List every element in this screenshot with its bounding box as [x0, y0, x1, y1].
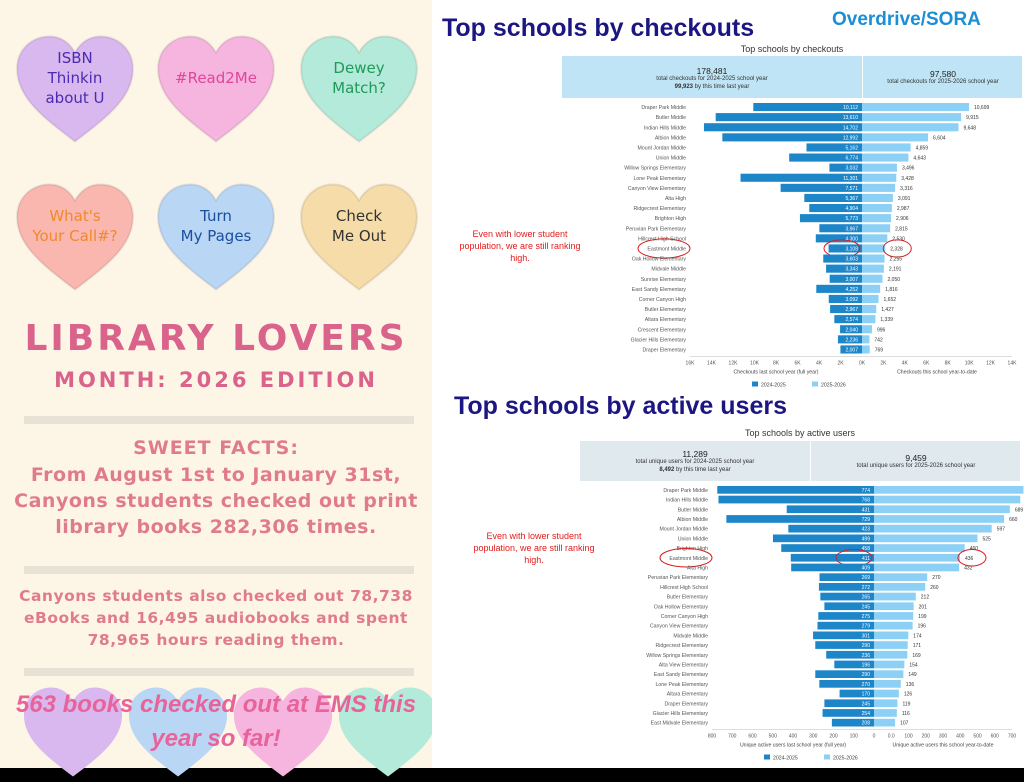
school-label: East Sandy Elementary: [631, 286, 686, 293]
legend-label: 2024-2025: [773, 755, 798, 762]
legend-swatch: [764, 755, 770, 760]
bar-2025-2026: [874, 515, 1004, 523]
school-label: Corner Canyon High: [638, 296, 686, 303]
bar-value-2025-2026: 2,328: [890, 246, 903, 253]
kpi-left-label: total unique users for 2024-2025 school year: [635, 459, 755, 465]
x-tick-right: 700: [1007, 733, 1017, 740]
checkouts-chart-title: Top schools by checkouts: [740, 44, 844, 54]
charts-panel: [432, 0, 1024, 768]
school-label: Ridgecrest Elementary: [655, 643, 708, 650]
bar-2025-2026: [874, 573, 927, 581]
school-label: Glacier Hills Elementary: [630, 337, 686, 344]
bar-value-2024-2025: 3,032: [845, 165, 858, 172]
candy-hearts-grid: [0, 0, 432, 300]
bar-value-2024-2025: 768: [861, 497, 870, 504]
bar-2025-2026: [874, 486, 1023, 494]
divider: [24, 566, 414, 574]
candy-heart-text: #Read2Me: [175, 69, 257, 87]
poster-title: LIBRARY LOVERS: [24, 318, 408, 359]
school-label: Draper Elementary: [664, 701, 708, 708]
bar-2024-2025: [773, 535, 874, 543]
bar-2024-2025: [722, 133, 862, 141]
bar-value-2024-2025: 301: [861, 633, 870, 640]
sweet-facts-print: From August 1st to January 31st, Canyons students checked out print library books 282,306 times.: [14, 464, 418, 538]
school-label: Peruvian Park Elementary: [647, 575, 708, 582]
candy-heart-text: Check Me Out: [331, 207, 387, 245]
bar-value-2024-2025: 10,112: [843, 105, 858, 112]
candy-heart: [151, 30, 281, 148]
bar-value-2024-2025: 254: [861, 710, 870, 717]
school-label: Butler Elementary: [644, 307, 686, 314]
x-tick-left: 16K: [685, 360, 695, 367]
x-tick-right: 10K: [964, 360, 974, 367]
bar-value-2025-2026: 174: [913, 633, 922, 640]
school-label: Willow Springs Elementary: [646, 652, 708, 659]
school-label: Indian Hills Middle: [665, 497, 708, 504]
school-label: Alta High: [664, 195, 686, 202]
x-tick-right: 2K: [880, 360, 887, 367]
bar-2025-2026: [874, 690, 899, 698]
bar-2025-2026: [874, 699, 897, 707]
bar-value-2024-2025: 236: [861, 652, 870, 659]
bar-value-2025-2026: 996: [876, 327, 886, 334]
bar-2025-2026: [874, 554, 960, 562]
bar-2025-2026: [874, 496, 1020, 504]
school-label: Indian Hills Middle: [643, 125, 686, 132]
x-tick-right: 200: [921, 733, 930, 740]
kpi-right-value: 9,459: [905, 453, 927, 463]
bar-2025-2026: [862, 305, 876, 313]
bar-value-2025-2026: 119: [902, 701, 911, 708]
bar-2025-2026: [874, 670, 903, 678]
bar-2025-2026: [874, 505, 1010, 513]
bar-value-2024-2025: 2,040: [845, 327, 858, 334]
bar-2024-2025: [717, 486, 874, 494]
bar-2024-2025: [726, 515, 874, 523]
school-label: Corner Canyon High: [660, 613, 708, 620]
x-tick-right: 8K: [944, 360, 951, 367]
kpi-left-value: 178,481: [696, 66, 728, 76]
x-axis-label-right: Unique active users this school year-to-date: [892, 742, 994, 749]
bar-value-2024-2025: 290: [861, 672, 870, 679]
bar-value-2024-2025: 275: [861, 613, 870, 620]
poster-subtitle: MONTH: 2026 EDITION: [54, 368, 378, 392]
bar-value-2024-2025: 3,343: [845, 266, 858, 273]
bar-value-2024-2025: 245: [861, 701, 870, 708]
bar-2024-2025: [704, 123, 862, 131]
school-label: Ridgecrest Elementary: [633, 206, 686, 213]
bar-value-2025-2026: 171: [912, 643, 922, 650]
x-tick-left: 100: [849, 733, 858, 740]
bar-value-2025-2026: 270: [932, 575, 941, 582]
school-label: Draper Park Middle: [641, 105, 686, 112]
bar-value-2024-2025: 11,301: [843, 175, 858, 182]
x-tick-right: 500: [973, 733, 982, 740]
bar-2025-2026: [862, 244, 885, 252]
school-label: Albion Middle: [676, 516, 708, 523]
bar-value-2025-2026: 126: [903, 691, 913, 698]
school-label: Butler Middle: [677, 507, 708, 514]
bar-value-2024-2025: 5,367: [845, 195, 858, 202]
legend-label: 2025-2026: [821, 382, 846, 389]
bar-2025-2026: [862, 103, 969, 111]
bar-value-2025-2026: 196: [917, 623, 926, 630]
kpi-left-sub: by this time last year: [676, 467, 731, 473]
x-tick-left: 400: [788, 733, 798, 740]
kpi-right-label: total unique users for 2025-2026 school year: [856, 463, 976, 469]
bar-value-2024-2025: 245: [861, 604, 870, 611]
school-label: Albion Middle: [654, 135, 686, 142]
bar-value-2024-2025: 3,007: [845, 276, 858, 283]
bar-2025-2026: [874, 602, 914, 610]
bar-2025-2026: [862, 285, 880, 293]
x-tick-right: 600: [990, 733, 999, 740]
bar-value-2024-2025: 2,967: [845, 307, 858, 314]
x-tick-left: 600: [748, 733, 757, 740]
kpi-left-value: 11,289: [682, 449, 708, 459]
candy-heart-text: Turn My Pages: [180, 207, 252, 245]
bar-value-2024-2025: 13,610: [842, 115, 858, 122]
bar-value-2025-2026: 1,816: [885, 286, 898, 293]
x-tick-right: 400: [956, 733, 965, 740]
bar-2025-2026: [862, 133, 928, 141]
bar-2025-2026: [874, 651, 907, 659]
bar-value-2025-2026: 212: [920, 594, 930, 601]
bar-value-2024-2025: 270: [861, 681, 870, 688]
bar-value-2025-2026: 2,530: [892, 236, 905, 243]
x-tick-left: 300: [809, 733, 818, 740]
bar-2025-2026: [874, 583, 925, 591]
bar-value-2024-2025: 3,603: [845, 256, 858, 263]
bar-2025-2026: [874, 709, 897, 717]
bar-value-2024-2025: 290: [861, 643, 870, 650]
school-label: Lone Peak Elementary: [655, 681, 708, 688]
bar-2025-2026: [862, 295, 879, 303]
bar-value-2025-2026: 199: [918, 613, 927, 620]
legend-swatch: [752, 382, 758, 387]
bar-value-2024-2025: 279: [861, 623, 870, 630]
bar-value-2025-2026: 2,255: [889, 256, 903, 263]
bar-value-2025-2026: 154: [909, 662, 918, 669]
bar-value-2024-2025: 5,162: [845, 145, 858, 152]
active-users-chart: [580, 481, 1024, 768]
school-label: Mount Jordan Middle: [637, 145, 686, 152]
bar-value-2025-2026: 742: [874, 337, 883, 344]
school-label: Altara Elementary: [644, 317, 686, 324]
candy-heart-text: Dewey Match?: [332, 59, 386, 97]
x-tick-left: 700: [728, 733, 737, 740]
bar-value-2024-2025: 3,092: [845, 296, 858, 303]
candy-heart-text: ISBN Thinkin about U: [45, 49, 105, 107]
bar-value-2024-2025: 208: [861, 720, 870, 727]
x-tick-left: 8K: [772, 360, 780, 367]
school-label: Mount Jordan Middle: [659, 526, 708, 533]
school-label: Altara Elementary: [666, 691, 708, 698]
ranking-note-1: Even with lower student population, we are still ranking high.: [459, 229, 581, 263]
bar-value-2024-2025: 774: [861, 487, 870, 494]
school-label: Draper Park Middle: [663, 487, 708, 494]
bar-value-2025-2026: 4,643: [913, 155, 926, 162]
bar-2025-2026: [862, 345, 870, 353]
school-label: Glacier Hills Elementary: [652, 710, 708, 717]
school-label: Midvale Middle: [651, 266, 686, 273]
bar-2025-2026: [862, 184, 895, 192]
school-label: Hillcrest High School: [660, 584, 708, 591]
bar-value-2024-2025: 4,252: [845, 286, 858, 293]
school-label: Brighton High: [654, 216, 686, 223]
bar-value-2024-2025: 409: [861, 565, 870, 572]
bar-value-2025-2026: 689: [1014, 507, 1024, 514]
x-tick-left: 200: [829, 733, 838, 740]
bar-value-2024-2025: 4,300: [845, 236, 858, 243]
bar-value-2024-2025: 12,992: [842, 135, 858, 142]
x-tick-left: 0K: [858, 360, 866, 367]
bar-value-2024-2025: 729: [861, 516, 870, 523]
bar-value-2025-2026: 1,652: [883, 296, 897, 303]
bar-2025-2026: [874, 612, 913, 620]
school-label: Alta High: [686, 565, 708, 572]
bar-value-2025-2026: 136: [905, 681, 915, 688]
school-label: Crescent Elementary: [637, 327, 686, 334]
x-axis-label-left: Unique active users last school year (full year): [739, 742, 847, 749]
bar-2025-2026: [862, 113, 961, 121]
school-label: Peruvian Park Elementary: [625, 226, 686, 233]
bar-value-2024-2025: 5,773: [845, 216, 858, 223]
bar-value-2025-2026: 2,906: [896, 216, 909, 223]
bar-2025-2026: [862, 234, 887, 242]
bar-2025-2026: [862, 194, 893, 202]
school-label: Canyon View Elementary: [649, 623, 708, 630]
x-axis-label-left: Checkouts last school year (full year): [733, 369, 819, 376]
x-tick-left: 10K: [750, 360, 759, 367]
bar-2025-2026: [874, 719, 895, 727]
x-tick-right: 100: [904, 733, 913, 740]
bar-value-2024-2025: 458: [861, 546, 870, 553]
bar-2025-2026: [874, 544, 965, 552]
x-axis-label-right: Checkouts this school year-to-date: [897, 369, 977, 376]
bar-value-2025-2026: 4,859: [915, 145, 929, 152]
bar-2024-2025: [781, 544, 874, 552]
x-tick-right: 4K: [901, 360, 908, 367]
x-tick-left: 800: [707, 733, 717, 740]
bar-value-2025-2026: 116: [901, 710, 910, 717]
bar-value-2025-2026: 460: [969, 546, 979, 553]
bar-2025-2026: [874, 632, 908, 640]
bar-value-2025-2026: 1,339: [880, 317, 893, 324]
legend-swatch: [824, 755, 830, 760]
bar-value-2025-2026: 660: [1009, 516, 1018, 523]
checkouts-kpi-bar: [562, 56, 1022, 98]
bar-value-2025-2026: 2,987: [896, 206, 910, 213]
bar-value-2025-2026: 3,496: [901, 165, 915, 172]
x-tick-left: 2K: [837, 360, 844, 367]
school-label: Hillcrest High School: [638, 236, 686, 243]
bar-2025-2026: [862, 143, 911, 151]
school-label: Oak Hollow Elementary: [631, 256, 686, 263]
bar-value-2025-2026: 9,648: [963, 125, 976, 132]
kpi-right-label: total checkouts for 2025-2026 school year: [887, 79, 999, 85]
school-label: Union Middle: [677, 536, 708, 543]
bar-value-2024-2025: 423: [861, 526, 870, 533]
bar-value-2025-2026: 10,699: [973, 105, 990, 112]
bar-2025-2026: [874, 661, 904, 669]
bar-2025-2026: [874, 535, 978, 543]
bar-2025-2026: [862, 224, 890, 232]
school-label: Union Middle: [655, 155, 686, 162]
bar-2025-2026: [862, 275, 883, 283]
bar-value-2024-2025: 2,574: [845, 317, 858, 324]
candy-heart-text: What's Your Call#?: [32, 207, 118, 245]
bar-value-2025-2026: 769: [874, 347, 884, 354]
sweet-facts-digital: Canyons students also checked out 78,738 eBooks and 16,495 audiobooks and spent 78,965 hours reading them.: [19, 587, 413, 649]
bar-2024-2025: [716, 113, 862, 121]
active-users-panel-title: Top schools by active users: [454, 392, 787, 420]
active-users-chart-title: Top schools by active users: [744, 428, 856, 438]
x-tick-right: 12K: [986, 360, 996, 367]
school-label: East Midvale Elementary: [650, 720, 708, 727]
school-label: Butler Middle: [655, 115, 686, 122]
bar-value-2025-2026: 2,050: [887, 276, 901, 283]
bar-value-2025-2026: 1,427: [881, 307, 894, 314]
bar-2025-2026: [862, 315, 875, 323]
x-tick-left: 500: [768, 733, 777, 740]
bar-2025-2026: [862, 123, 958, 131]
bar-2025-2026: [874, 622, 913, 630]
bar-value-2025-2026: 3,091: [897, 195, 911, 202]
bar-value-2025-2026: 3,316: [900, 185, 913, 192]
legend-swatch: [812, 382, 818, 387]
school-label: Midvale Middle: [673, 633, 708, 640]
bar-value-2024-2025: 7,571: [845, 185, 858, 192]
bar-value-2024-2025: 170: [861, 691, 870, 698]
bar-value-2025-2026: 436: [964, 555, 974, 562]
school-label: Oak Hollow Elementary: [653, 604, 708, 611]
school-label: Brighton High: [676, 546, 708, 553]
kpi-left-label: total checkouts for 2024-2025 school year: [656, 76, 768, 82]
bar-2025-2026: [862, 325, 872, 333]
bar-2025-2026: [862, 204, 892, 212]
library-lovers-poster: [0, 0, 432, 768]
ranking-note-2: Even with lower student population, we are still ranking high.: [473, 531, 595, 565]
school-label: Eastmont Middle: [647, 246, 686, 253]
bar-value-2025-2026: 2,815: [895, 226, 908, 233]
bar-2025-2026: [862, 214, 891, 222]
bar-2025-2026: [874, 593, 916, 601]
bar-2025-2026: [874, 564, 959, 572]
divider: [24, 668, 414, 676]
checkouts-panel-title: Top schools by checkouts: [442, 14, 755, 42]
bar-value-2025-2026: 107: [900, 720, 909, 727]
bar-value-2025-2026: 149: [908, 672, 917, 679]
bar-value-2025-2026: 9,915: [966, 115, 979, 122]
school-label: Lone Peak Elementary: [633, 175, 686, 182]
school-label: Butler Elementary: [666, 594, 708, 601]
bar-value-2024-2025: 4,904: [845, 206, 858, 213]
bar-value-2025-2026: 432: [964, 565, 973, 572]
school-label: Draper Elementary: [642, 347, 686, 354]
bar-value-2024-2025: 3,108: [845, 246, 858, 253]
x-tick-right: 300: [938, 733, 948, 740]
legend-label: 2025-2026: [833, 755, 858, 762]
bar-value-2025-2026: 169: [912, 652, 921, 659]
overdrive-sora-label: Overdrive/SORA: [832, 9, 981, 30]
sweet-facts-heading: SWEET FACTS:: [133, 437, 299, 459]
bar-value-2024-2025: 2,236: [845, 337, 858, 344]
x-tick-left: 14K: [707, 360, 716, 367]
bar-value-2024-2025: 269: [861, 575, 870, 582]
bar-value-2025-2026: 6,604: [933, 135, 946, 142]
bar-2025-2026: [874, 641, 908, 649]
school-label: Eastmont Middle: [669, 555, 708, 562]
bar-value-2024-2025: 499: [861, 536, 870, 543]
school-label: Canyon View Elementary: [627, 185, 686, 192]
bar-value-2024-2025: 431: [861, 507, 870, 514]
school-label: Sunrise Elementary: [640, 276, 686, 283]
bar-value-2024-2025: 265: [861, 594, 870, 601]
bar-value-2024-2025: 14,702: [842, 125, 858, 132]
bar-value-2024-2025: 196: [861, 662, 870, 669]
bar-value-2024-2025: 3,967: [845, 226, 858, 233]
bar-2025-2026: [874, 680, 901, 688]
bar-2025-2026: [862, 255, 885, 263]
legend-label: 2024-2025: [761, 382, 786, 389]
school-label: East Sandy Elementary: [653, 672, 708, 679]
bar-value-2025-2026: 2,191: [888, 266, 902, 273]
active-users-kpi-bar: [580, 441, 1020, 481]
bar-value-2025-2026: 597: [996, 526, 1006, 533]
school-label: Alta View Elementary: [658, 662, 708, 669]
bar-value-2024-2025: 6,774: [845, 155, 858, 162]
ems-checkout-note: 563 books checked out at EMS this year so far!: [15, 691, 417, 752]
bar-2025-2026: [862, 174, 896, 182]
kpi-left-sub-value: 99,923: [674, 84, 693, 90]
kpi-right-value: 97,580: [930, 69, 956, 79]
checkouts-chart: [562, 98, 1022, 390]
bar-value-2024-2025: 2,007: [845, 347, 858, 354]
bar-2025-2026: [862, 265, 884, 273]
kpi-left-sub-value: 8,492: [659, 467, 675, 473]
x-tick-left: 4K: [815, 360, 823, 367]
bar-value-2025-2026: 3,428: [901, 175, 914, 182]
kpi-left-sub: by this time last year: [694, 84, 750, 90]
x-tick-right: 14K: [1007, 360, 1017, 367]
divider: [24, 416, 414, 424]
x-tick-left: 12K: [728, 360, 738, 367]
bar-2025-2026: [862, 164, 897, 172]
bar-2025-2026: [862, 335, 869, 343]
x-tick-right: 0.0: [887, 733, 895, 740]
bar-value-2024-2025: 411: [862, 555, 870, 562]
bar-2025-2026: [874, 525, 992, 533]
school-label: Willow Springs Elementary: [624, 165, 686, 172]
x-tick-right: 6K: [923, 360, 930, 367]
bar-2024-2025: [718, 496, 874, 504]
bar-2025-2026: [862, 154, 908, 162]
x-tick-left: 0: [872, 733, 876, 740]
bar-value-2025-2026: 201: [918, 604, 927, 611]
bar-value-2025-2026: 525: [982, 536, 991, 543]
bar-value-2025-2026: 260: [930, 584, 939, 591]
x-tick-left: 6K: [794, 360, 801, 367]
bar-value-2024-2025: 272: [861, 584, 870, 591]
